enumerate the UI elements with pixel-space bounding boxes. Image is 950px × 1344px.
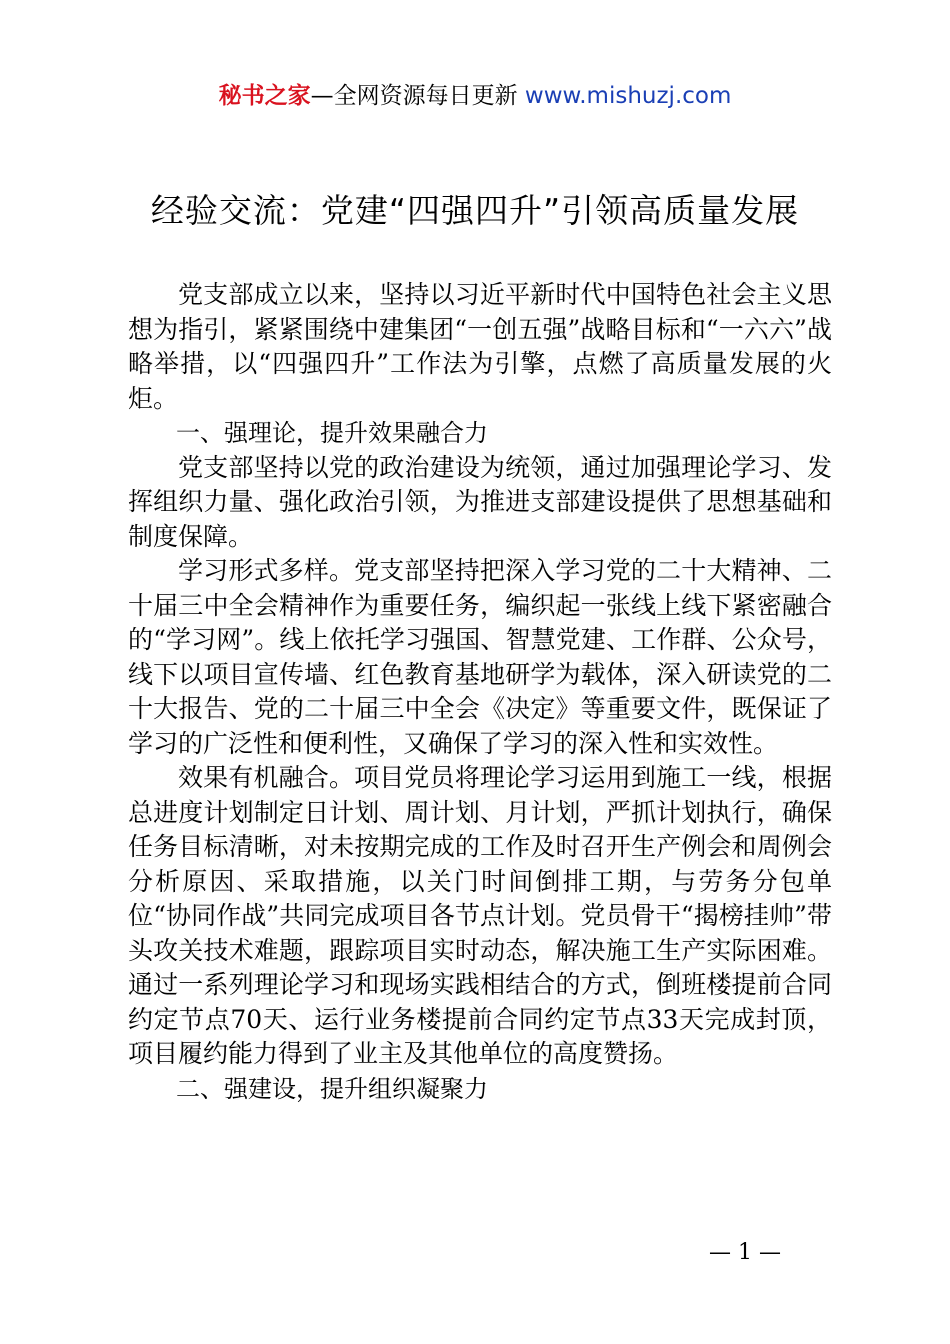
body-paragraph: 党支部坚持以党的政治建设为统领，通过加强理论学习、发挥组织力量、强化政治引领，为推进支部建设提供了思想基础和制度保障。 — [128, 452, 832, 551]
body-paragraph: 学习形式多样。党支部坚持把深入学习党的二十大精神、二十届三中全会精神作为重要任务，编织起一张线上线下紧密融合的“学习网”。线上依托学习强国、智慧党建、工作群、公众号，线下以项目宣传墙、红色教育基地研学为载体，深入研读党的二十大报告、党的二十届三中全会《决定》等重要文件，既保证了学习的广泛性和便利性，又确保了学习的深入性和实效性。 — [128, 556, 832, 758]
site-url-link[interactable]: www.mishuzj.com — [524, 83, 732, 109]
page-number: — 1 — — [709, 1240, 781, 1265]
site-brand: 秘书之家 — [218, 83, 311, 109]
document-body — [128, 278, 832, 1106]
section-heading-1: 一、强理论，提升效果融合力 — [176, 419, 488, 447]
site-tagline: —全网资源每日更新 — [310, 83, 518, 109]
site-header — [0, 80, 950, 112]
intro-paragraph: 党支部成立以来，坚持以习近平新时代中国特色社会主义思想为指引，紧紧围绕中建集团“一创五强”战略目标和“一六六”战略举措，以“四强四升”工作法为引擎，点燃了高质量发展的火炬。 — [128, 280, 832, 413]
section-heading-2: 二、强建设，提升组织凝聚力 — [176, 1074, 488, 1103]
document-title: 经验交流：党建“四强四升”引领高质量发展 — [150, 191, 800, 230]
body-paragraph: 效果有机融合。项目党员将理论学习运用到施工一线，根据总进度计划制定日计划、周计划、月计划，严抓计划执行，确保任务目标清晰，对未按期完成的工作及时召开生产例会和周例会分析原因、采取措施，以关门时间倒排工期，与劳务分包单位“协同作战”共同完成项目各节点计划。党员骨干“揭榜挂帅”带头攻关技术难题，跟踪项目实时动态，解决施工生产实际困难。通过一系列理论学习和现场实践相结合的方式，倒班楼提前合同约定节点70天、运行业务楼提前合同约定节点33天完成封顶，项目履约能力得到了业主及其他单位的高度赞扬。 — [128, 763, 832, 1068]
